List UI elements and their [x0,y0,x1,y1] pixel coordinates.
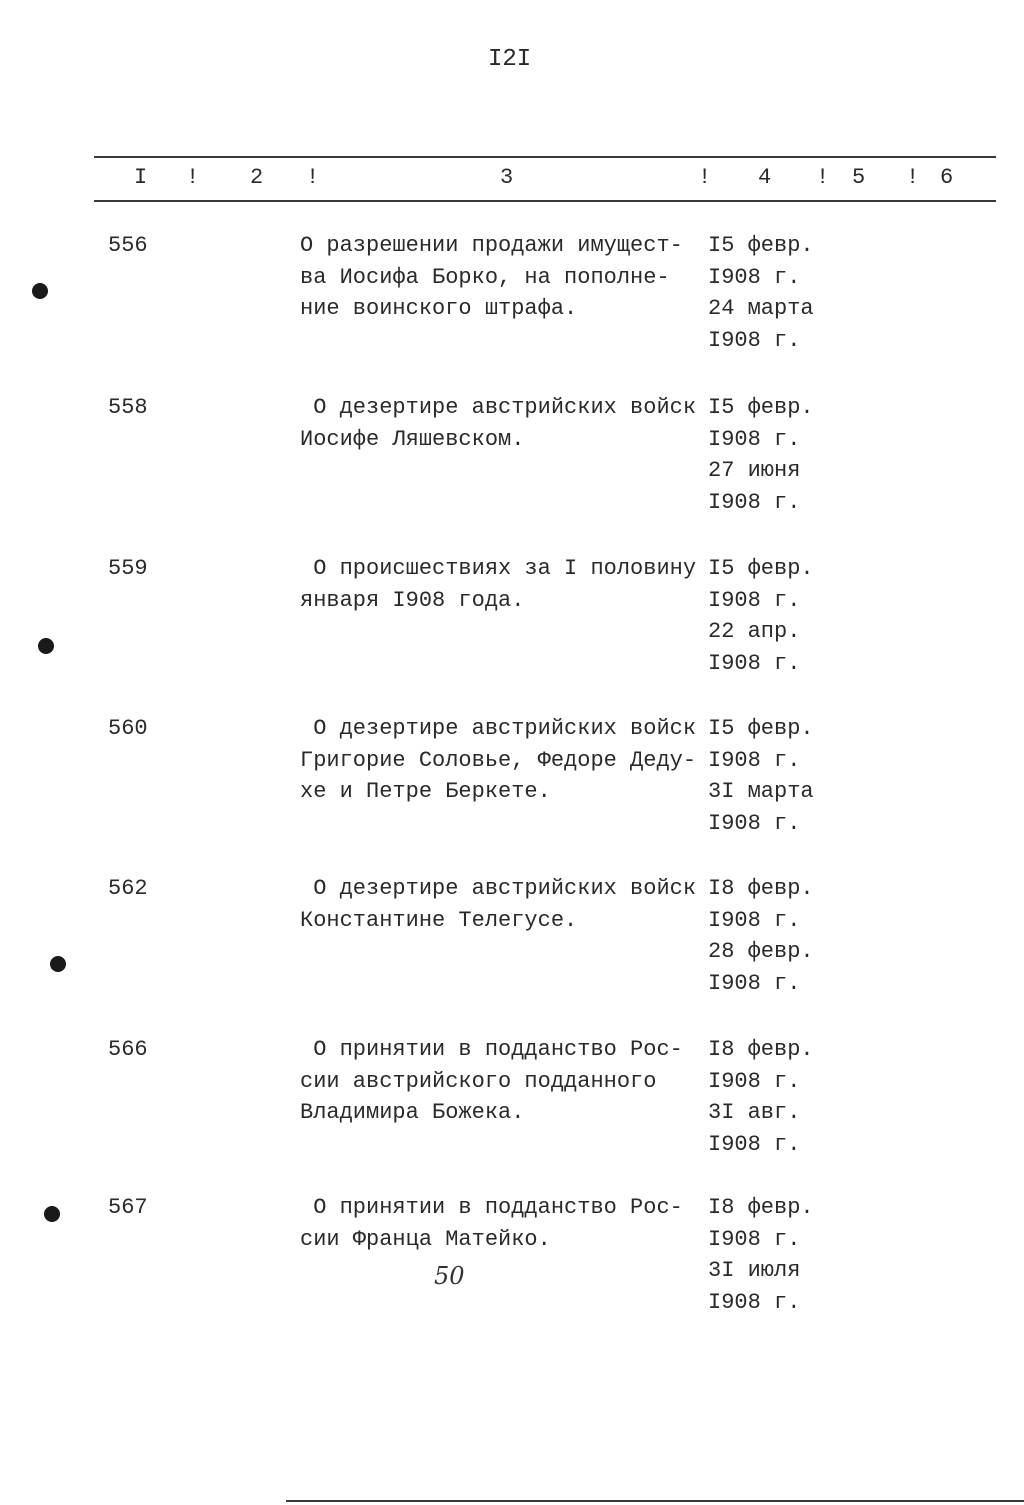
header-separator: ! [698,165,712,190]
row-number: 556 [108,233,148,258]
punch-hole-mark [44,1206,60,1222]
row-title: О принятии в подданство Рос- сии австрийского подданного Владимира Божека. [300,1037,683,1125]
header-col-3: 3 [500,165,514,190]
page-bottom-edge [286,1500,1024,1502]
row-title: О дезертире австрийских войск Григорие Соловье, Федоре Деду- хе и Петре Беркете. [300,716,697,804]
row-number: 566 [108,1037,148,1062]
table-header-rule [94,200,996,202]
row-dates: I5 февр. I908 г. 24 марта I908 г. [708,233,814,353]
punch-hole-mark [38,638,54,654]
row-number: 558 [108,395,148,420]
header-col-2: 2 [250,165,264,190]
row-dates: I8 февр. I908 г. 3I июля I908 г. [708,1195,814,1315]
header-separator: ! [306,165,320,190]
header-col-5: 5 [852,165,866,190]
row-number: 567 [108,1195,148,1220]
row-number: 559 [108,556,148,581]
punch-hole-mark [32,283,48,299]
row-title: О дезертире австрийских войск Иосифе Ляшевском. [300,395,697,452]
header-col-6: 6 [940,165,954,190]
header-separator: ! [906,165,920,190]
header-separator: ! [186,165,200,190]
header-separator: ! [816,165,830,190]
row-title: О разрешении продажи имущест- ва Иосифа Борко, на пополне- ние воинского штрафа. [300,233,683,321]
row-dates: I5 февр. I908 г. 3I марта I908 г. [708,716,814,836]
header-col-4: 4 [758,165,772,190]
row-number: 562 [108,876,148,901]
row-dates: I5 февр. I908 г. 22 апр. I908 г. [708,556,814,676]
row-dates: I8 февр. I908 г. 28 февр. I908 г. [708,876,814,996]
row-number: 560 [108,716,148,741]
row-title: О происшествиях за I половину января I908 года. [300,556,697,613]
punch-hole-mark [50,956,66,972]
row-title: О дезертире австрийских войск Константине Телегусе. [300,876,697,933]
row-title: О принятии в подданство Рос- сии Франца Матейко. [300,1195,683,1252]
header-col-1: I [134,165,148,190]
page-number: I2I [488,46,532,73]
row-dates: I8 февр. I908 г. 3I авг. I908 г. [708,1037,814,1157]
handwritten-note: 50 [434,1262,465,1290]
row-dates: I5 февр. I908 г. 27 июня I908 г. [708,395,814,515]
table-top-rule [94,156,996,158]
